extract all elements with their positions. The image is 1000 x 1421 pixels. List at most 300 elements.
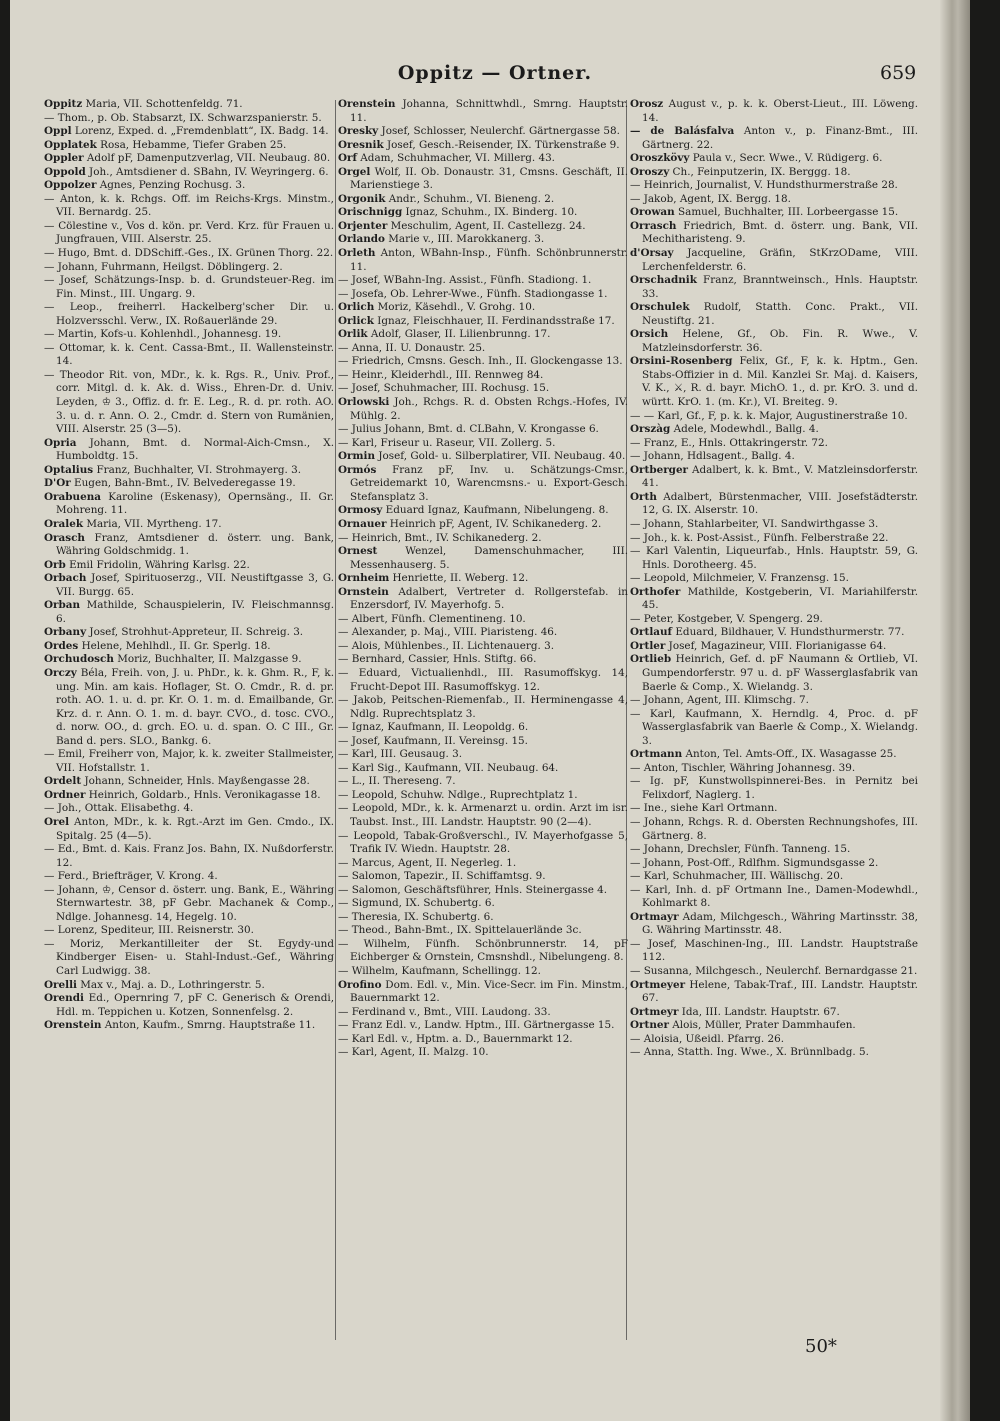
entry-surname: Orelli	[44, 978, 77, 991]
directory-entry	[44, 884, 334, 925]
directory-entry	[338, 857, 628, 871]
directory-entry	[630, 518, 918, 532]
entry-surname: Orowan	[630, 206, 675, 219]
directory-entry	[44, 816, 334, 843]
entry-details: — Johann, Post-Off., Rdlfhm. Sigmundsgasse 2.	[630, 856, 879, 869]
directory-entry	[630, 1046, 918, 1060]
entry-details: — Emil, Freiherr von, Major, k. k. zweiter Stallmeister, VII. Hofstallstr. 1.	[44, 748, 334, 774]
directory-entry	[44, 342, 334, 369]
entry-details: — Anna, II. U. Donaustr. 25.	[338, 341, 486, 354]
entry-details: — Lorenz, Spediteur, III. Reisnerstr. 30.	[44, 924, 254, 937]
entry-details: Lorenz, Exped. d. „Fremdenblatt“, IX. Badg. 14.	[71, 125, 329, 138]
directory-entry	[44, 532, 334, 559]
entry-surname: Ortlauf	[630, 626, 673, 639]
directory-entry	[44, 599, 334, 626]
directory-entry	[630, 1019, 918, 1033]
entry-details: Samuel, Buchhalter, III. Lorbeergasse 15.	[674, 206, 899, 219]
entry-details: Anton, Tel. Amts-Off., IX. Wasagasse 25.	[682, 748, 897, 761]
directory-entry	[630, 911, 918, 938]
directory-entry	[44, 626, 334, 640]
entry-details: — Ignaz, Kaufmann, II. Leopoldg. 6.	[338, 721, 529, 734]
entry-details: — Josef, Kaufmann, II. Vereinsg. 15.	[338, 734, 528, 747]
entry-details: — Jakob, Peitschen-Riemenfab., II. Herminengasse 4, Ndlg. Ruprechtsplatz 3.	[338, 694, 628, 720]
entry-details: — Marcus, Agent, II. Negerleg. 1.	[338, 856, 517, 869]
entry-details: Adalbert, Vertreter d. Rollgerstefab. in Enzersdorf, IV. Mayerhofg. 5.	[350, 585, 628, 612]
entry-surname: Orosz	[630, 98, 664, 110]
entry-details: Helene, Mehlhdl., II. Gr. Sperlg. 18.	[78, 639, 271, 652]
entry-details: Heinrich, Gef. d. pF Naumann & Ortlieb, VI. Gumpendorferstr. 97 u. d. pF Wasserglasfabrik van Baerle & Comp., X. Wielandg. 3.	[642, 653, 918, 693]
directory-entry	[338, 342, 628, 356]
entry-surname: Oralek	[44, 517, 84, 530]
entry-surname: Orbany	[44, 626, 87, 639]
entry-surname: Orsini-Rosenberg	[630, 355, 733, 368]
entry-details: — Karl, Schuhmacher, III. Wällischg. 20.	[630, 870, 844, 883]
entry-details: — Thom., p. Ob. Stabsarzt, IX. Schwarzspanierstr. 5.	[44, 111, 322, 124]
directory-entry	[630, 653, 918, 694]
entry-details: Johanna, Schnittwhdl., Smrng. Hauptstr. 11.	[350, 98, 628, 124]
entry-details: Josef, Magazineur, VIII. Florianigasse 64.	[665, 639, 887, 652]
directory-entry	[338, 884, 628, 898]
directory-entry	[44, 274, 334, 301]
entry-details: Adam, Schuhmacher, VI. Millerg. 43.	[357, 152, 555, 165]
entry-details: Anton, WBahn-Insp., Fünfh. Schönbrunnerstr. 11.	[350, 247, 628, 273]
entry-surname: — de Balásfalva	[630, 125, 735, 138]
directory-entry	[44, 477, 334, 491]
entry-details: Joh., Rchgs. R. d. Obsten Rchgs.-Hofes, IV. Mühlg. 2.	[350, 396, 628, 422]
entry-surname: Ortner	[630, 1019, 669, 1032]
entry-details: Agnes, Penzing Rochusg. 3.	[96, 179, 246, 192]
entry-details: — Joh., k. k. Post-Assist., Fünfh. Felberstraße 22.	[630, 531, 889, 544]
directory-entry	[338, 965, 628, 979]
entry-details: Mathilde, Schauspielerin, IV. Fleischmannsg. 6.	[56, 599, 334, 625]
directory-entry	[44, 98, 334, 112]
entry-details: — Susanna, Milchgesch., Neulerchf. Bernardgasse 21.	[630, 965, 918, 977]
directory-entry	[630, 274, 918, 301]
entry-details: Paula v., Secr. Wwe., V. Rüdigerg. 6.	[689, 152, 883, 165]
entry-details: — Josefa, Ob. Lehrer-Wwe., Fünfh. Stadiongasse 1.	[338, 287, 608, 300]
entry-surname: Ortler	[630, 639, 666, 652]
entry-surname: Orsich	[630, 328, 669, 341]
entry-surname: Orthofer	[630, 585, 681, 598]
entry-details: Josef, Gold- u. Silberplatirer, VII. Neubaug. 40.	[375, 450, 626, 463]
entry-details: Franz, Buchhalter, VI. Strohmayerg. 3.	[93, 463, 302, 476]
signature-mark: 50*	[805, 1336, 837, 1357]
entry-details: — Salomon, Tapezir., II. Schiffamtsg. 9.	[338, 870, 546, 883]
entry-surname: Oppler	[44, 152, 84, 165]
directory-entry	[338, 667, 628, 694]
directory-entry	[44, 369, 334, 437]
entry-surname: Orlando	[338, 233, 385, 246]
entry-surname: Ormosy	[338, 504, 383, 517]
entry-surname: Orlich	[338, 301, 375, 314]
entry-details: Heinrich, Goldarb., Hnls. Veronikagasse 18.	[85, 788, 321, 801]
entry-surname: Ornheim	[338, 572, 390, 585]
entry-details: — Johann, Stahlarbeiter, VI. Sandwirthgasse 3.	[630, 517, 879, 530]
directory-entry	[630, 491, 918, 518]
directory-entry	[630, 247, 918, 274]
directory-entry	[44, 464, 334, 478]
entry-details: Rosa, Hebamme, Tiefer Graben 25.	[96, 138, 287, 151]
entry-details: — Karl, Friseur u. Raseur, VII. Zollerg. 5.	[338, 436, 556, 449]
directory-entry	[338, 735, 628, 749]
entry-surname: Orabuena	[44, 490, 101, 503]
entry-details: Heinrich pF, Agent, IV. Schikanederg. 2.	[386, 517, 602, 530]
directory-entry	[630, 694, 918, 708]
entry-surname: Ortberger	[630, 463, 689, 476]
entry-details: — Peter, Kostgeber, V. Spengerg. 29.	[630, 612, 823, 625]
entry-surname: Orschadnik	[630, 274, 697, 287]
entry-surname: Oroszy	[630, 165, 670, 178]
entry-surname: Orenstein	[44, 1019, 102, 1032]
directory-entry	[44, 112, 334, 126]
directory-entry	[630, 857, 918, 871]
directory-entry	[338, 450, 628, 464]
running-head: Oppitz — Ortner.	[397, 62, 593, 84]
directory-entry	[630, 775, 918, 802]
directory-entry	[630, 884, 918, 911]
directory-entry	[338, 830, 628, 857]
directory-entry	[338, 396, 628, 423]
directory-entry	[44, 301, 334, 328]
entry-details: — Bernhard, Cassier, Hnls. Stiftg. 66.	[338, 653, 537, 666]
directory-entry	[338, 938, 628, 965]
directory-entry	[630, 410, 918, 424]
directory-entry	[44, 166, 334, 180]
directory-entry	[338, 775, 628, 789]
entry-surname: Ornest	[338, 545, 378, 558]
entry-surname: Orczy	[44, 666, 77, 679]
directory-entry	[338, 288, 628, 302]
directory-entry	[338, 437, 628, 451]
entry-surname: Orchudosch	[44, 653, 114, 666]
entry-details: — Ferd., Briefträger, V. Krong. 4.	[44, 870, 218, 883]
directory-entry	[338, 979, 628, 1006]
directory-entry	[338, 1046, 628, 1060]
directory-entry	[44, 152, 334, 166]
directory-entry	[338, 613, 628, 627]
directory-entry	[630, 98, 918, 125]
directory-entry	[630, 748, 918, 762]
directory-entry	[338, 464, 628, 505]
entry-details: — Anton, Tischler, Währing Johannesg. 39.	[630, 761, 856, 774]
entry-details: Mathilde, Kostgeberin, VI. Mariahilferstr. 45.	[642, 585, 918, 612]
entry-details: Moriz, Buchhalter, II. Malzgasse 9.	[113, 653, 302, 666]
entry-details: Josef, Spirituoserzg., VII. Neustiftgasse 3, G. VII. Burgg. 65.	[56, 572, 334, 598]
directory-entry	[630, 206, 918, 220]
entry-details: Eduard Ignaz, Kaufmann, Nibelungeng. 8.	[382, 504, 609, 517]
entry-details: — Johann, Agent, III. Klimschg. 7.	[630, 694, 809, 707]
entry-details: Maria, VII. Schottenfeldg. 71.	[82, 98, 243, 110]
entry-details: — — Karl, Gf., F, p. k. k. Major, Augustinerstraße 10.	[630, 409, 908, 422]
directory-entry	[338, 274, 628, 288]
directory-entry	[338, 152, 628, 166]
directory-entry	[630, 301, 918, 328]
entry-details: — Karl Sig., Kaufmann, VII. Neubaug. 64.	[338, 761, 559, 774]
directory-entry	[630, 532, 918, 546]
directory-entry	[338, 653, 628, 667]
directory-entry	[338, 694, 628, 721]
page-number: 659	[880, 62, 917, 84]
entry-details: Ed., Opernring 7, pF C. Generisch & Orendi, Hdl. m. Teppichen u. Kotzen, Sonnenfelsg. 2.	[56, 992, 334, 1018]
entry-details: Ignaz, Fleischhauer, II. Ferdinandsstraße 17.	[373, 314, 615, 327]
directory-entry	[338, 748, 628, 762]
directory-entry	[44, 870, 334, 884]
entry-details: — Moriz, Merkantilleiter der St. Egydy-und Kindberger Eisen- u. Stahl-Indust.-Gef., Währing Carl Ludwigg. 38.	[44, 937, 334, 977]
directory-entry	[338, 382, 628, 396]
entry-details: — Heinrich, Journalist, V. Hundsthurmerstraße 28.	[630, 179, 898, 192]
entry-surname: Orban	[44, 599, 81, 612]
entry-details: — Martin, Kofs-u. Kohlenhdl., Johannesg. 19.	[44, 328, 282, 341]
entry-details: Anton v., p. Finanz-Bmt., III. Gärtnerg. 22.	[642, 125, 918, 151]
entry-details: — Sigmund, IX. Schubertg. 6.	[338, 897, 495, 910]
entry-details: — Leop., freiherrl. Hackelberg'scher Dir. u. Holzversschl. Verw., IX. Roßauerlände 29.	[44, 301, 334, 327]
directory-entry	[630, 843, 918, 857]
entry-details: — Karl Valentin, Liqueurfab., Hnls. Hauptstr. 59, G. Hnls. Dorotheerg. 45.	[630, 545, 918, 571]
directory-entry	[44, 667, 334, 748]
directory-entry	[630, 166, 918, 180]
directory-entry	[44, 979, 334, 993]
entry-details: Anton, Kaufm., Smrng. Hauptstraße 11.	[101, 1019, 316, 1032]
directory-entry	[338, 139, 628, 153]
entry-surname: Oppl	[44, 125, 72, 138]
entry-details: — Julius Johann, Bmt. d. CLBahn, V. Krongasse 6.	[338, 423, 599, 436]
entry-details: Ignaz, Schuhm., IX. Binderg. 10.	[402, 206, 578, 219]
directory-entry	[338, 328, 628, 342]
entry-details: Adam, Milchgesch., Währing Martinsstr. 38, G. Währing Martinsstr. 48.	[642, 910, 918, 937]
entry-details: — Anna, Statth. Ing. Wwe., X. Brünnlbadg. 5.	[630, 1046, 869, 1059]
directory-entry	[630, 1006, 918, 1020]
directory-entry	[630, 152, 918, 166]
entry-details: — Ferdinand v., Bmt., VIII. Laudong. 33.	[338, 1005, 551, 1018]
directory-entry	[630, 464, 918, 491]
directory-entry	[630, 328, 918, 355]
directory-entry	[44, 640, 334, 654]
directory-entry	[630, 423, 918, 437]
entry-surname: Ordner	[44, 788, 86, 801]
directory-entry	[630, 965, 918, 979]
directory-entry	[44, 193, 334, 220]
entry-details: Josef, Strohhut-Appreteur, II. Schreig. 3.	[86, 626, 304, 639]
directory-entry	[338, 640, 628, 654]
directory-entry	[338, 1019, 628, 1033]
entry-surname: Oppold	[44, 165, 86, 178]
entry-details: — Karl, III. Geusaug. 3.	[338, 748, 462, 761]
entry-details: Henriette, II. Weberg. 12.	[389, 572, 529, 585]
directory-entry	[630, 762, 918, 776]
entry-surname: Oresky	[338, 125, 379, 138]
entry-details: Ida, III. Landstr. Hauptstr. 67.	[678, 1005, 840, 1018]
entry-details: — Alois, Mühlenbes., II. Lichtenauerg. 3.	[338, 639, 555, 652]
directory-entry	[338, 504, 628, 518]
directory-entry	[338, 166, 628, 193]
entry-surname: Opria	[44, 436, 77, 449]
entry-surname: Orischnigg	[338, 206, 403, 219]
directory-entry	[44, 491, 334, 518]
entry-surname: Ortmann	[630, 748, 683, 761]
directory-entry	[338, 301, 628, 315]
directory-entry	[338, 1033, 628, 1047]
entry-details: — Johann, Rchgs. R. d. Obersten Rechnungshofes, III. Gärtnerg. 8.	[630, 815, 918, 842]
entry-details: Anton, MDr., k. k. Rgt.-Arzt im Gen. Cmdo., IX. Spitalg. 25 (4—5).	[56, 815, 334, 842]
directory-entry	[338, 911, 628, 925]
entry-details: Rudolf, Statth. Conc. Prakt., VII. Neustiftg. 21.	[642, 301, 918, 327]
entry-surname: Orth	[630, 490, 657, 503]
entry-details: Alois, Müller, Prater Dammhaufen.	[668, 1019, 856, 1032]
entry-surname: Ornstein	[338, 585, 389, 598]
entry-surname: d'Orsay	[630, 247, 674, 260]
entry-details: Wenzel, Damenschuhmacher, III. Messenhauserg. 5.	[350, 545, 628, 571]
directory-entry	[44, 572, 334, 599]
directory-entry	[338, 870, 628, 884]
directory-entry	[338, 518, 628, 532]
directory-entry	[338, 762, 628, 776]
entry-surname: Orlowski	[338, 396, 390, 409]
directory-entry	[338, 355, 628, 369]
entry-details: Jacqueline, Gräfin, StKrzODame, VIII. Lerchenfelderstr. 6.	[642, 247, 918, 273]
entry-details: — Josef, Maschinen-Ing., III. Landstr. Hauptstraße 112.	[630, 937, 918, 964]
entry-details: Adolf, Glaser, II. Lilienbrunng. 17.	[367, 328, 551, 341]
entry-surname: Ortmeyer	[630, 978, 686, 991]
directory-entry	[630, 437, 918, 451]
entry-details: Eduard, Bildhauer, V. Hundsthurmerstr. 77.	[672, 626, 905, 639]
entry-details: — Ine., siehe Karl Ortmann.	[630, 802, 778, 815]
entry-surname: Orgel	[338, 165, 371, 178]
entry-details: Adolf pF, Damenputzverlag, VII. Neubaug. 80.	[83, 152, 331, 165]
entry-details: Ch., Feinputzerin, IX. Berggg. 18.	[669, 165, 851, 178]
directory-entry	[630, 613, 918, 627]
entry-details: — Wilhelm, Fünfh. Schönbrunnerstr. 14, pF Eichberger & Ornstein, Cmsnshdl., Nibelungeng. 8.	[338, 937, 628, 964]
entry-surname: Orlick	[338, 314, 374, 327]
column-2	[338, 98, 628, 1343]
directory-entry	[44, 518, 334, 532]
entry-details: — Karl, Agent, II. Malzg. 10.	[338, 1046, 489, 1059]
entry-details: — Josef, WBahn-Ing. Assist., Fünfh. Stadiong. 1.	[338, 274, 592, 287]
directory-entry	[630, 1033, 918, 1047]
directory-entry	[630, 355, 918, 409]
entry-surname: Ormós	[338, 463, 377, 476]
directory-entry	[338, 572, 628, 586]
entry-surname: Ornauer	[338, 517, 387, 530]
directory-entry	[630, 626, 918, 640]
directory-entry	[630, 179, 918, 193]
entry-details: Max v., Maj. a. D., Lothringerstr. 5.	[76, 978, 265, 991]
entry-surname: Orleth	[338, 247, 376, 260]
entry-details: Marie v., III. Marokkanerg. 3.	[384, 233, 545, 246]
directory-entry	[630, 802, 918, 816]
entry-surname: Ortmayr	[630, 910, 679, 923]
entry-surname: Orschulek	[630, 301, 690, 314]
entry-surname: Orlik	[338, 328, 368, 341]
entry-details: — Eduard, Victualienhdl., III. Rasumoffskyg. 14, Frucht-Depot III. Rasumoffskyg. 12.	[338, 666, 628, 693]
directory-entry	[338, 220, 628, 234]
entry-details: — Ig. pF, Kunstwollspinnerei-Bes. in Pernitz bei Felixdorf, Naglerg. 1.	[630, 775, 918, 801]
directory-entry	[44, 653, 334, 667]
entry-details: Franz pF, Inv. u. Schätzungs-Cmsr., Getreidemarkt 10, Warencmsns.- u. Export-Gesch. Stefansplatz 3.	[350, 463, 628, 503]
entry-details: Josef, Schlosser, Neulerchf. Gärtnergasse 58.	[378, 125, 620, 138]
directory-entry	[630, 870, 918, 884]
directory-entry	[44, 179, 334, 193]
entry-details: August v., p. k. k. Oberst-Lieut., III. Löweng. 14.	[642, 98, 918, 124]
entry-surname: Orendi	[44, 992, 84, 1005]
entry-details: Felix, Gf., F, k. k. Hptm., Gen. Stabs-Offizier in d. Mil. Kanzlei Sr. Maj. d. Kaisers, V. K., ⚔, R. d. bayr. MichO. 1., d. pr. KrO. 3. und d. württ. KrO. 1. (m. Kr.), VI. Breiteg. 9.	[642, 355, 918, 409]
directory-entry	[44, 775, 334, 789]
entry-details: Friedrich, Bmt. d. österr. ung. Bank, VII. Mechitharisteng. 9.	[642, 219, 918, 246]
entry-details: — Anton, k. k. Rchgs. Off. im Reichs-Krgs. Minstm., VII. Bernardg. 25.	[44, 192, 334, 219]
entry-surname: Oppolzer	[44, 179, 97, 192]
directory-entry	[44, 938, 334, 979]
directory-entry	[630, 708, 918, 749]
entry-details: Adalbert, k. k. Bmt., V. Matzleinsdorferstr. 41.	[642, 463, 918, 490]
entry-details: — Joh., Ottak. Elisabethg. 4.	[44, 802, 194, 815]
directory-entry	[338, 193, 628, 207]
directory-entry	[630, 572, 918, 586]
entry-details: Moriz, Käsehdl., V. Grohg. 10.	[374, 301, 536, 314]
entry-details: — Josef, Schätzungs-Insp. b. d. Grundsteuer-Reg. im Fin. Minst., III. Ungarg. 9.	[44, 274, 334, 300]
directory-entry	[338, 586, 628, 613]
directory-entry	[338, 369, 628, 383]
entry-details: Johann, Bmt. d. Normal-Aich-Cmsn., X. Humboldtg. 15.	[56, 436, 334, 463]
directory-entry	[338, 802, 628, 829]
entry-surname: Orasch	[44, 531, 85, 544]
entry-details: — Theresia, IX. Schubertg. 6.	[338, 910, 494, 923]
entry-surname: Ortmeyr	[630, 1005, 679, 1018]
entry-surname: Orbach	[44, 572, 87, 585]
entry-surname: Orrasch	[630, 219, 677, 232]
entry-details: Helene, Tabak-Traf., III. Landstr. Hauptstr. 67.	[642, 978, 918, 1005]
directory-entry	[630, 450, 918, 464]
directory-entry	[44, 437, 334, 464]
entry-details: Dom. Edl. v., Min. Vice-Secr. im Fin. Minstm., Bauernmarkt 12.	[350, 978, 628, 1005]
directory-entry	[630, 938, 918, 965]
entry-details: — Aloisia, Ußeidl. Pfarrg. 26.	[630, 1032, 785, 1045]
entry-details: — Theodor Rit. von, MDr., k. k. Rgs. R., Univ. Prof., corr. Mitgl. d. k. Ak. d. Wiss., Ehren-Dr. d. Univ. Leyden, ♔ 3., Offiz. d. fr. E. Leg., R. d. pr. roth. AO. 3. u. d. r. Ann. O. 2., Cmdr. d. Stern von Rumänien, VIII. Alserstr. 25 (3—5).	[44, 368, 334, 436]
column-1	[44, 98, 334, 1343]
entry-details: Adalbert, Bürstenmacher, VIII. Josefstädterstr. 12, G. IX. Alserstr. 10.	[642, 490, 918, 517]
entry-details: — Johann, Drechsler, Fünfh. Tanneng. 15.	[630, 843, 851, 856]
directory-entry	[338, 98, 628, 125]
directory-entry	[338, 721, 628, 735]
directory-entry	[44, 139, 334, 153]
directory-entry	[630, 125, 918, 152]
entry-details: Meschulim, Agent, II. Castellezg. 24.	[387, 219, 586, 232]
directory-entry	[338, 532, 628, 546]
entry-details: — L., II. Thereseng. 7.	[338, 775, 456, 788]
entry-details: Karoline (Eskenasy), Opernsäng., II. Gr. Mohreng. 11.	[56, 490, 334, 517]
directory-entry	[630, 545, 918, 572]
entry-details: Johann, Schneider, Hnls. Mayßengasse 28.	[81, 775, 310, 788]
entry-details: — Friedrich, Cmsns. Gesch. Inh., II. Glockengasse 13.	[338, 355, 623, 368]
entry-details: — Theod., Bahn-Bmt., IX. Spittelauerlände 3c.	[338, 924, 582, 937]
directory-entry	[44, 802, 334, 816]
directory-entry	[44, 220, 334, 247]
entry-details: Andr., Schuhm., VI. Bieneng. 2.	[385, 192, 555, 205]
entry-details: — Johann, Fuhrmann, Heilgst. Döblingerg. 2.	[44, 260, 283, 273]
entry-details: — Albert, Fünfh. Clementineng. 10.	[338, 612, 526, 625]
directory-entry	[44, 559, 334, 573]
entry-details: — Ottomar, k. k. Cent. Cassa-Bmt., II. Wallensteinstr. 14.	[44, 341, 334, 368]
entry-surname: Ordes	[44, 639, 79, 652]
directory-entry	[44, 843, 334, 870]
entry-details: Josef, Gesch.-Reisender, IX. Türkenstraße 9.	[383, 138, 620, 151]
directory-entry	[630, 586, 918, 613]
directory-entry	[338, 125, 628, 139]
entry-surname: Orofino	[338, 978, 382, 991]
directory-entry	[630, 979, 918, 1006]
entry-details: — Franz, E., Hnls. Ottakringerstr. 72.	[630, 436, 828, 449]
entry-surname: Oresnik	[338, 138, 384, 151]
directory-entry	[44, 924, 334, 938]
directory-entry	[338, 897, 628, 911]
